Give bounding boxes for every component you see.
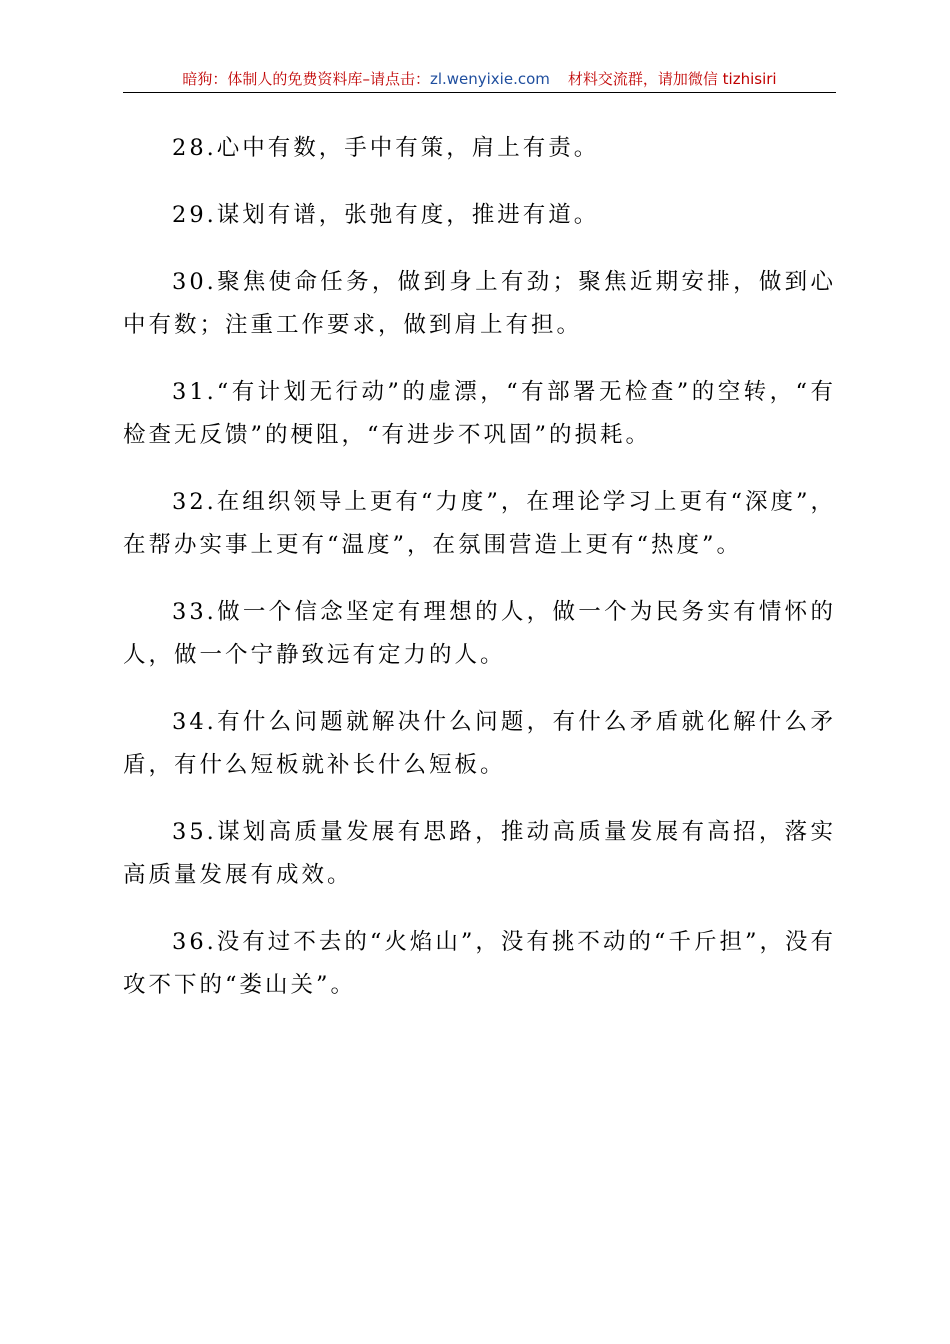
paragraph-33: 33.做一个信念坚定有理想的人，做一个为民务实有情怀的人，做一个宁静致远有定力的人。 — [123, 599, 836, 668]
paragraph-31: 31.“有计划无行动”的虚漂，“有部署无检查”的空转，“有检查无反馈”的梗阻，“有进步不巩固”的损耗。 — [123, 379, 836, 448]
paragraph-34: 34.有什么问题就解决什么问题，有什么矛盾就化解什么矛盾，有什么短板就补长什么短板。 — [123, 709, 836, 778]
paragraph-35: 35.谋划高质量发展有思路，推动高质量发展有高招，落实高质量发展有成效。 — [123, 819, 836, 888]
paragraph-28: 28.心中有数，手中有策，肩上有责。 — [172, 135, 600, 161]
header-group-info: 材料交流群，请加微信 tizhisiri — [567, 70, 777, 88]
paragraph-36: 36.没有过不去的“火焰山”，没有挑不动的“千斤担”，没有攻不下的“娄山关”。 — [123, 929, 836, 998]
header-site-name: 暗狗：体制人的免费资料库 — [182, 70, 363, 88]
paragraph-30: 30.聚焦使命任务，做到身上有劲；聚焦近期安排，做到心中有数；注重工作要求，做到肩上有担。 — [123, 269, 836, 338]
header-prompt: –请点击： — [362, 70, 430, 88]
paragraph-29: 29.谋划有谱，张弛有度，推进有道。 — [172, 202, 600, 228]
header-url-link[interactable]: zl.wenyixie.com — [429, 70, 550, 88]
header-divider — [123, 92, 836, 93]
page-header — [123, 68, 836, 94]
document-body — [123, 127, 836, 1031]
paragraph-32: 32.在组织领导上更有“力度”，在理论学习上更有“深度”，在帮办实事上更有“温度”，在氛围营造上更有“热度”。 — [123, 489, 836, 558]
